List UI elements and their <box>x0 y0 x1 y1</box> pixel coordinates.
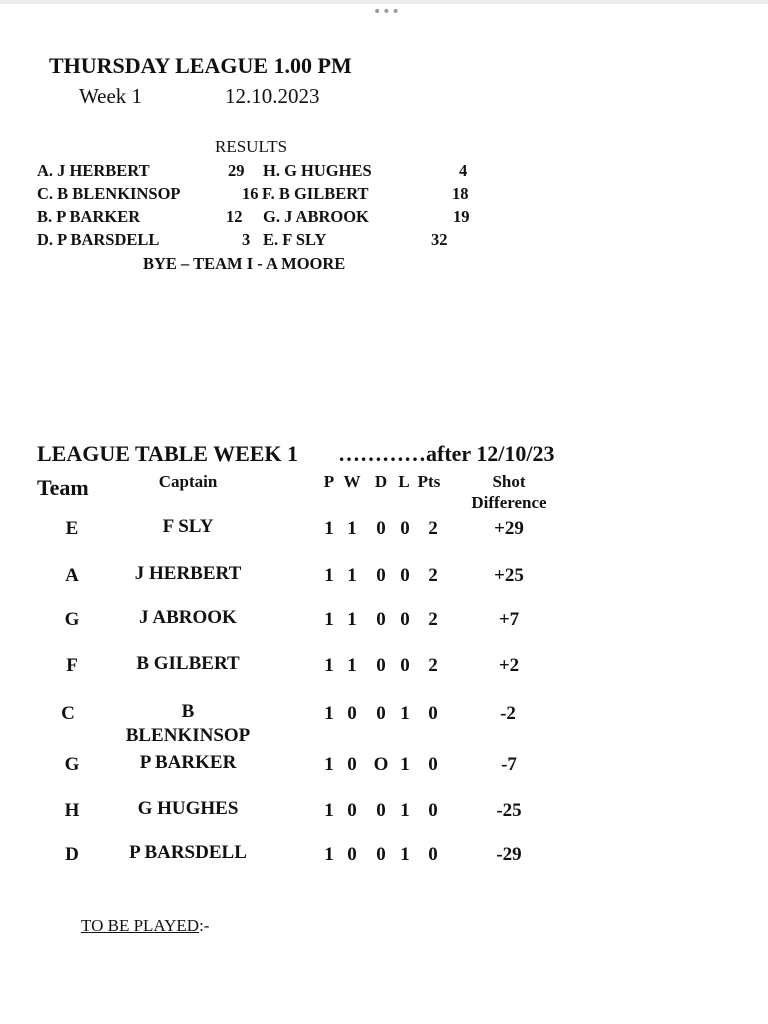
col-header-d: D <box>374 472 388 491</box>
lost-cell: 1 <box>400 844 410 865</box>
played-cell: 1 <box>324 754 334 775</box>
to-be-played-suffix: :- <box>199 916 210 935</box>
drawn-cell: 0 <box>376 518 386 539</box>
away-team: G. J ABROOK <box>263 207 369 226</box>
played-cell: 1 <box>324 844 334 865</box>
team-cell: G <box>64 609 80 630</box>
home-score: 12 <box>226 207 243 226</box>
away-score: 4 <box>459 161 468 180</box>
home-team: A. J HERBERT <box>37 161 150 180</box>
lost-cell: 1 <box>400 703 410 724</box>
away-team: H. G HUGHES <box>263 161 372 180</box>
lost-cell: 0 <box>400 655 410 676</box>
shot-difference-cell: -2 <box>500 703 516 724</box>
drawn-cell: 0 <box>376 655 386 676</box>
col-header-shot: Shot <box>492 472 526 491</box>
home-team: D. P BARSDELL <box>37 230 160 249</box>
to-be-played-heading <box>81 916 209 936</box>
col-header-w: W <box>343 472 361 491</box>
drawn-cell: 0 <box>376 844 386 865</box>
bye-note: BYE – TEAM I - A MOORE <box>143 254 346 273</box>
played-cell: 1 <box>324 609 334 630</box>
points-cell: 2 <box>428 565 438 586</box>
league-table-after: …………after 12/10/23 <box>338 441 555 466</box>
points-cell: 2 <box>428 655 438 676</box>
captain-cell: B GILBERT <box>136 653 240 674</box>
team-cell: D <box>65 844 79 865</box>
col-header-pts: Pts <box>417 472 441 491</box>
away-score: 19 <box>453 207 470 226</box>
team-cell: G <box>64 754 80 775</box>
points-cell: 0 <box>428 754 438 775</box>
shot-difference-cell: -29 <box>496 844 522 865</box>
team-cell: A <box>65 565 79 586</box>
shot-difference-cell: +29 <box>494 518 524 539</box>
page-title: THURSDAY LEAGUE 1.00 PM <box>49 53 352 78</box>
drawn-cell: 0 <box>376 703 386 724</box>
captain-cell: J HERBERT <box>134 563 242 584</box>
won-cell: 0 <box>347 844 357 865</box>
drawn-cell: 0 <box>376 565 386 586</box>
shot-difference-cell: +7 <box>498 609 520 630</box>
points-cell: 0 <box>428 800 438 821</box>
shot-difference-cell: -7 <box>501 754 517 775</box>
col-header-l: L <box>398 472 410 491</box>
played-cell: 1 <box>324 703 334 724</box>
won-cell: 1 <box>347 609 357 630</box>
team-cell: C <box>61 703 75 724</box>
shot-difference-cell: +2 <box>498 655 520 676</box>
lost-cell: 0 <box>400 518 410 539</box>
captain-cell: G HUGHES <box>137 798 239 819</box>
won-cell: 1 <box>347 655 357 676</box>
shot-difference-cell: -25 <box>496 800 522 821</box>
away-team: E. F SLY <box>263 230 327 249</box>
team-cell: H <box>64 800 80 821</box>
played-cell: 1 <box>324 565 334 586</box>
league-table-title: LEAGUE TABLE WEEK 1 <box>37 441 299 466</box>
captain-cell: J ABROOK <box>139 607 237 628</box>
won-cell: 1 <box>347 565 357 586</box>
won-cell: 0 <box>347 800 357 821</box>
points-cell: 0 <box>428 703 438 724</box>
away-score: 18 <box>452 184 469 203</box>
team-cell: F <box>66 655 78 676</box>
played-cell: 1 <box>324 655 334 676</box>
captain-cell-line-2: BLENKINSOP <box>125 725 251 746</box>
home-team: C. B BLENKINSOP <box>37 184 181 203</box>
col-header-captain: Captain <box>158 472 218 491</box>
team-cell: E <box>65 518 79 539</box>
col-header-team: Team <box>37 475 89 500</box>
week-label: Week 1 <box>79 84 143 108</box>
won-cell: 0 <box>347 754 357 775</box>
more-options-icon[interactable]: ••• <box>373 4 401 20</box>
col-header-p: P <box>323 472 335 491</box>
drawn-cell: 0 <box>376 800 386 821</box>
played-cell: 1 <box>324 800 334 821</box>
drawn-cell: O <box>373 754 389 775</box>
lost-cell: 1 <box>400 800 410 821</box>
results-heading: RESULTS <box>215 137 288 156</box>
points-cell: 2 <box>428 518 438 539</box>
played-cell: 1 <box>324 518 334 539</box>
lost-cell: 1 <box>400 754 410 775</box>
home-score: 29 <box>228 161 245 180</box>
date-label: 12.10.2023 <box>225 84 320 108</box>
points-cell: 2 <box>428 609 438 630</box>
won-cell: 1 <box>347 518 357 539</box>
captain-cell: P BARSDELL <box>129 842 247 863</box>
away-team: F. B GILBERT <box>262 184 369 203</box>
shot-difference-cell: +25 <box>494 565 524 586</box>
lost-cell: 0 <box>400 609 410 630</box>
drawn-cell: 0 <box>376 609 386 630</box>
captain-cell: P BARKER <box>139 752 237 773</box>
home-score: 3 <box>242 230 251 249</box>
points-cell: 0 <box>428 844 438 865</box>
col-header-difference: Difference <box>471 493 547 512</box>
home-score: 16 <box>242 184 259 203</box>
lost-cell: 0 <box>400 565 410 586</box>
away-score: 32 <box>431 230 448 249</box>
to-be-played-label: TO BE PLAYED <box>81 916 200 935</box>
home-team: B. P BARKER <box>37 207 141 226</box>
captain-cell: F SLY <box>162 516 214 537</box>
won-cell: 0 <box>347 703 357 724</box>
captain-cell: B <box>181 701 195 722</box>
